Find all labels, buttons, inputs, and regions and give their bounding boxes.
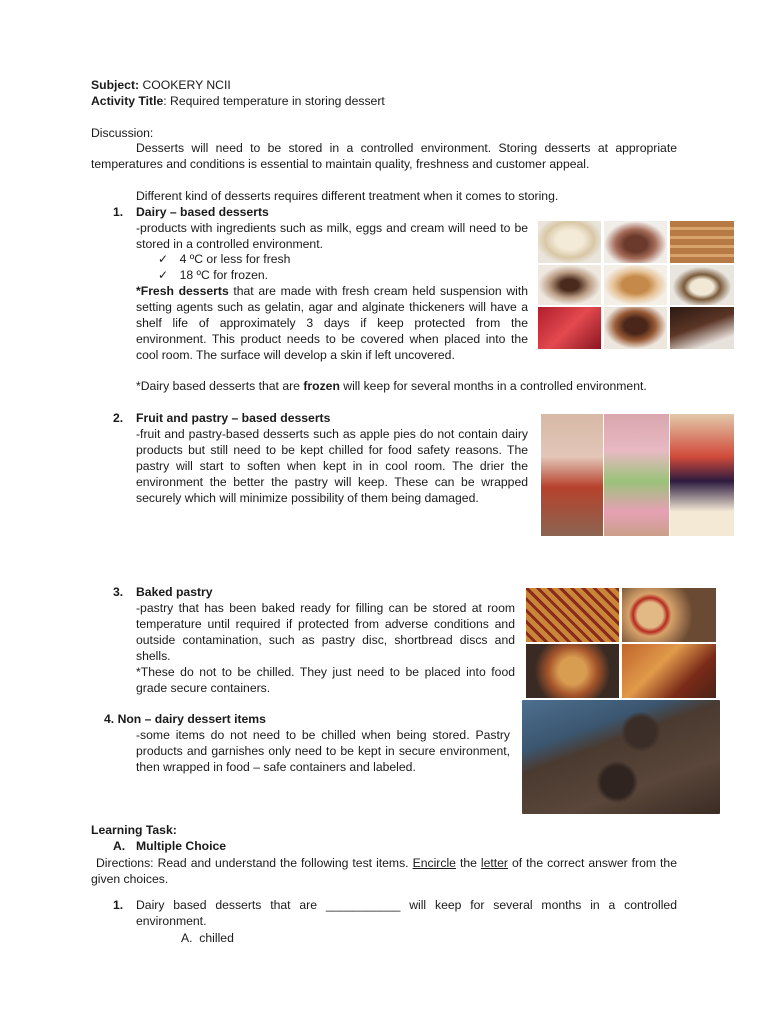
section-3-note: *These do not to be chilled. They just need to be placed into food grade secure containers.	[136, 665, 515, 695]
activity-label: Activity Title	[91, 94, 164, 108]
section-4-heading	[104, 712, 266, 728]
frozen-text-pre: *Dairy based desserts that are	[136, 379, 304, 393]
dessert-photo	[604, 414, 669, 536]
subject-line	[91, 78, 231, 94]
part-a-letter: A.	[113, 839, 126, 853]
part-a-title: Multiple Choice	[136, 839, 227, 853]
option-text: chilled	[199, 931, 234, 945]
fresh-desserts-paragraph	[136, 284, 528, 364]
dessert-photo	[541, 414, 603, 536]
question-1-text: Dairy based desserts that are ___________ will keep for several months in a controlled environment.	[136, 898, 677, 928]
directions-encircle: Encircle	[412, 856, 456, 870]
pastry-photo	[622, 644, 716, 698]
dessert-photo	[670, 265, 734, 305]
discussion-heading: Discussion:	[91, 126, 154, 140]
subject-value: COOKERY NCII	[142, 78, 231, 92]
section-2-title: Fruit and pastry – based desserts	[136, 411, 331, 425]
pastry-photo	[526, 588, 619, 642]
dessert-photo	[670, 307, 734, 349]
activity-title-line	[91, 94, 385, 110]
dessert-photo	[604, 265, 667, 305]
check-item-fresh	[158, 252, 290, 268]
check-item-frozen	[158, 268, 268, 284]
pastry-photo	[526, 644, 619, 698]
frozen-desserts-paragraph	[136, 379, 677, 395]
dessert-photo	[538, 307, 601, 349]
section-1-description: -products with ingredients such as milk, eggs and cream will need to be stored in a controlled environment.	[136, 221, 528, 251]
dessert-photo	[670, 221, 734, 263]
section-2-number: 2.	[113, 411, 124, 425]
section-1-number: 1.	[113, 205, 124, 219]
question-1-number: 1.	[113, 898, 124, 912]
option-letter: A.	[181, 931, 193, 945]
dessert-photo	[670, 414, 734, 536]
discussion-paragraph-2: Different kind of desserts requires different treatment when it comes to storing.	[136, 189, 559, 203]
section-3-title: Baked pastry	[136, 585, 213, 599]
dessert-photo	[604, 307, 667, 349]
dessert-photo	[538, 265, 601, 305]
fresh-desserts-text: that are made with fresh cream held suspension with setting agents such as gelatin, agar and alginate thickeners will have a shelf life of approximately 3 days if keep protected from the environment. This product needs to be covered when placed into the cool room. The surface will develop a skin if left uncovered.	[136, 284, 528, 362]
section-1-title: Dairy – based desserts	[136, 205, 269, 219]
fresh-desserts-bold: *Fresh desserts	[136, 284, 229, 298]
learning-task-heading: Learning Task:	[91, 823, 177, 837]
section-3-number: 3.	[113, 585, 124, 599]
frozen-text-post: will keep for several months in a controlled environment.	[339, 379, 647, 393]
checkmark-icon: ✓	[158, 268, 169, 282]
question-1-option-a[interactable]	[181, 931, 234, 947]
pastry-photo	[622, 588, 716, 642]
section-4-number: 4.	[104, 712, 115, 726]
section-2-description: -fruit and pastry-based desserts such as apple pies do not contain dairy products but still need to be kept chilled for food safety reasons. The pastry will start to soften when kept in in cool room. The drier the environment the better the pastry will keep. These can be wrapped securely which will minimize possibility of them being damaged.	[136, 427, 528, 505]
section-4-description: -some items do not need to be chilled when being stored. Pastry products and garnishes only need to be kept in secure environment, then wrapped in food – safe containers and labeled.	[136, 728, 510, 774]
non-dairy-dessert-photo	[522, 700, 720, 814]
dessert-photo	[538, 221, 601, 263]
dessert-photo	[604, 221, 667, 263]
section-3-description: -pastry that has been baked ready for filling can be stored at room temperature until required if protected from adverse conditions and outside contamination, such as pastry disc, shortbread discs and shells.	[136, 601, 515, 663]
frozen-bold: frozen	[303, 379, 340, 393]
directions-text-3: of the correct answer from the given choices.	[91, 856, 677, 886]
pastry-desserts-photo	[541, 414, 734, 536]
activity-value: : Required temperature in storing dessert	[163, 94, 385, 108]
check-item-fresh-text: 4 ºC or less for fresh	[179, 252, 291, 266]
directions-text-2: the	[455, 856, 481, 870]
section-4-title: Non – dairy dessert items	[117, 712, 266, 726]
directions	[91, 856, 677, 888]
dairy-desserts-collage	[538, 221, 734, 349]
directions-letter: letter	[480, 856, 508, 870]
subject-label: Subject:	[91, 78, 140, 92]
baked-pastry-collage	[526, 588, 716, 698]
directions-text-1: Directions: Read and understand the following test items.	[96, 856, 413, 870]
checkmark-icon: ✓	[158, 252, 169, 266]
discussion-paragraph-1: Desserts will need to be stored in a controlled environment. Storing desserts at appropriate temperatures and conditions is essential to maintain quality, freshness and customer appeal.	[91, 141, 677, 171]
check-item-frozen-text: 18 ºC for frozen.	[179, 268, 269, 282]
